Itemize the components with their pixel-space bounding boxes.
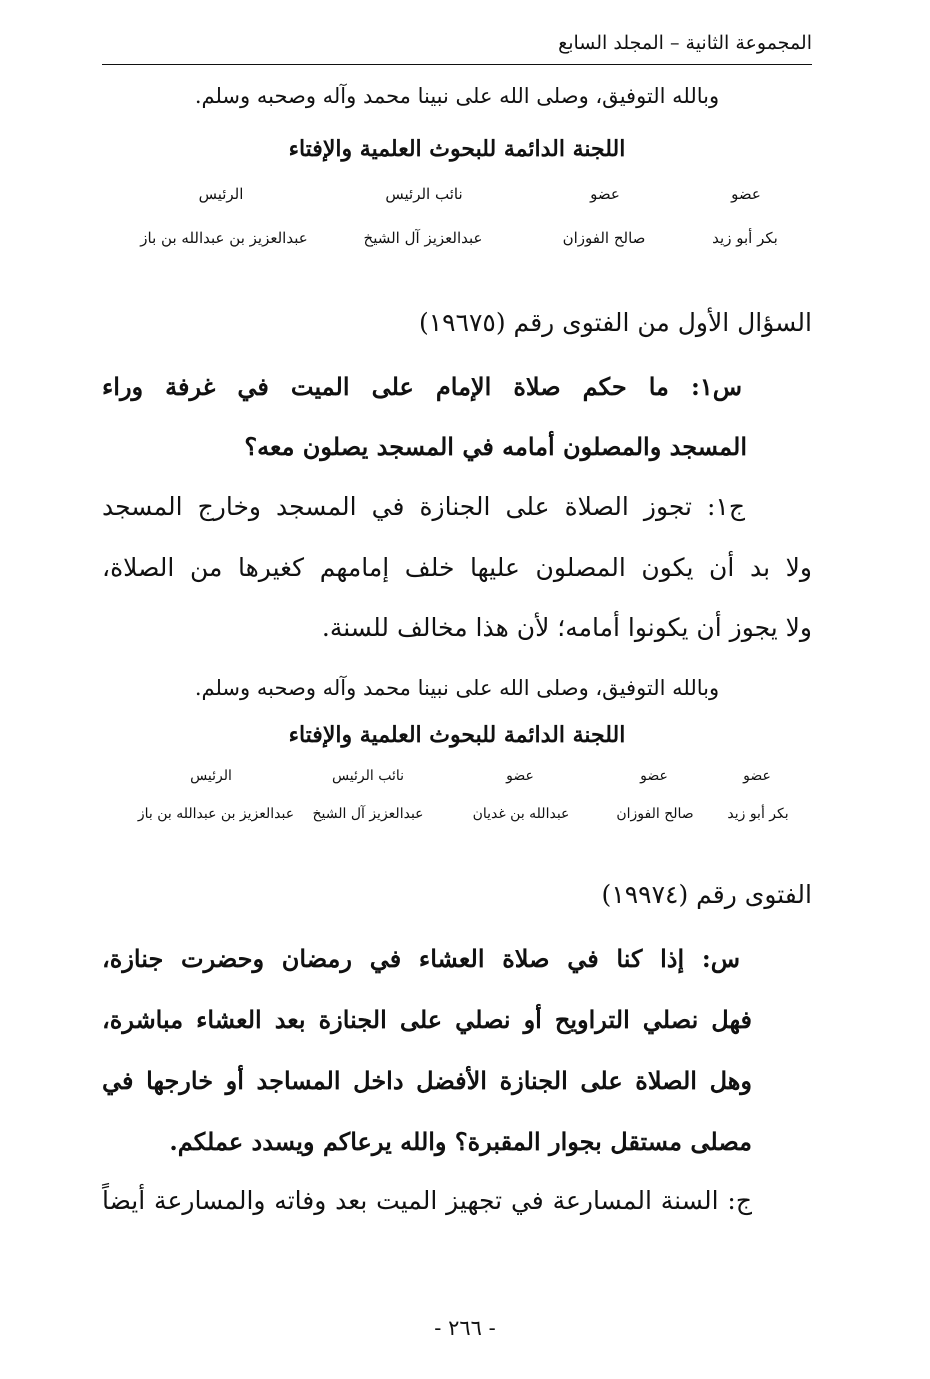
question-line: [102, 1066, 752, 1095]
signature-roles: [0, 185, 930, 209]
question-line: [102, 1005, 752, 1034]
running-header: [102, 30, 812, 65]
answer-line: [102, 613, 812, 642]
role: عضو: [506, 768, 534, 784]
role: عضو: [640, 768, 668, 784]
signatory-name: صالح الفوزان: [562, 229, 646, 247]
answer-text: ولا يجوز أن يكونوا أمامه؛ لأن هذا مخالف للسنة.: [321, 613, 812, 642]
signatory-name: عبدالله بن غديان: [472, 806, 570, 822]
signatory-name: صالح الفوزان: [616, 806, 694, 822]
answer-text: ج١: تجوز الصلاة على الجنازة في المسجد وخارج المسجد: [102, 492, 745, 521]
question-text: المسجد والمصلون أمامه في المسجد يصلون معه؟: [244, 432, 747, 461]
signature-roles: [0, 768, 930, 790]
role: عضو: [731, 185, 761, 203]
question-text: فهل نصلي التراويح أو نصلي على الجنازة بعد العشاء مباشرة،: [102, 1005, 752, 1034]
role: الرئيس: [190, 768, 232, 784]
answer-line: [102, 492, 745, 521]
question-line: [102, 944, 740, 973]
fatwa-title: السؤال الأول من الفتوى رقم (١٩٦٧٥): [418, 308, 812, 337]
answer-text: ولا بد أن يكون المصلون عليها خلف إمامهم كغيرها من الصلاة،: [102, 553, 812, 582]
question-text: وهل الصلاة على الجنازة الأفضل داخل المساجد أو خارجها في: [102, 1066, 752, 1095]
answer-line: [102, 1186, 752, 1215]
closing-prayer: وبالله التوفيق، وصلى الله على نبينا محمد وآله وصحبه وسلم.: [194, 84, 720, 108]
role: عضو: [743, 768, 771, 784]
question-text: مصلى مستقل بجوار المقبرة؟ والله يرعاكم ويسدد عملكم.: [169, 1127, 752, 1156]
question-text: س١: ما حكم صلاة الإمام على الميت في غرفة وراء: [102, 372, 742, 401]
signature-names: [0, 229, 930, 255]
fatwa-title: الفتوى رقم (١٩٩٧٤): [601, 880, 812, 909]
role: نائب الرئيس: [331, 768, 405, 784]
signatory-name: عبدالعزيز آل الشيخ: [312, 806, 424, 822]
question-line: [169, 1127, 752, 1156]
closing-prayer: وبالله التوفيق، وصلى الله على نبينا محمد وآله وصحبه وسلم.: [194, 676, 720, 700]
signatory-name: بكر أبو زيد: [712, 229, 778, 247]
signatory-name: عبدالعزيز آل الشيخ: [363, 229, 483, 247]
role: الرئيس: [198, 185, 244, 203]
question-line: [102, 372, 742, 401]
question-text: س: إذا كنا في صلاة العشاء في رمضان وحضرت جنازة،: [102, 944, 740, 973]
role: عضو: [590, 185, 620, 203]
page-number: - ٢٦٦ -: [434, 1316, 496, 1340]
answer-line: [102, 553, 812, 582]
role: نائب الرئيس: [385, 185, 463, 203]
signature-names: [0, 806, 930, 830]
collection-volume-title: المجموعة الثانية – المجلد السابع: [552, 32, 812, 54]
answer-text: ج: السنة المسارعة في تجهيز الميت بعد وفاته والمسارعة أيضاً: [102, 1186, 752, 1215]
committee-name: اللجنة الدائمة للبحوث العلمية والإفتاء: [288, 136, 626, 162]
committee-name: اللجنة الدائمة للبحوث العلمية والإفتاء: [288, 722, 626, 748]
question-line: [244, 432, 747, 461]
signatory-name: عبدالعزيز بن عبدالله بن باز: [137, 806, 295, 822]
signatory-name: بكر أبو زيد: [727, 806, 789, 822]
signatory-name: عبدالعزيز بن عبدالله بن باز: [140, 229, 308, 247]
